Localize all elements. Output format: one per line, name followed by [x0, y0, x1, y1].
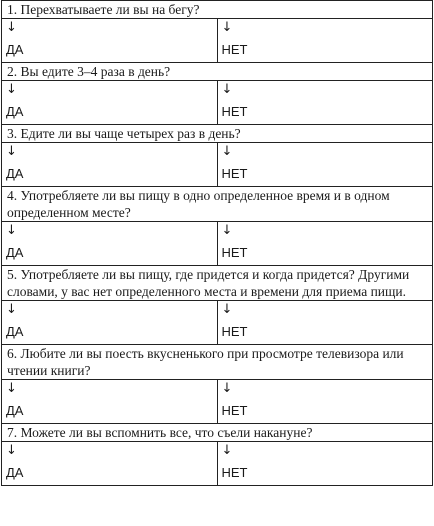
arrow-down-icon: ↓ — [6, 381, 17, 396]
arrow-down-icon: ↓ — [221, 223, 233, 238]
answer-no-cell[interactable] — [217, 143, 433, 187]
answer-yes-label: ДА — [6, 42, 24, 57]
answer-yes-label: ДА — [6, 166, 24, 181]
arrow-down-icon: ↓ — [221, 144, 233, 159]
question-text: 4. Употребляете ли вы пищу в одно определенное время и в одном определенном месте? — [2, 187, 433, 222]
questionnaire-table — [1, 0, 433, 486]
question-row — [2, 345, 433, 380]
answer-yes-label: ДА — [6, 324, 24, 339]
arrow-down-icon: ↓ — [221, 82, 233, 97]
question-text: 6. Любите ли вы поесть вкусненького при просмотре телевизора или чтении книги? — [2, 345, 433, 380]
answer-yes-label: ДА — [6, 104, 24, 119]
arrow-down-icon: ↓ — [6, 144, 17, 159]
arrow-down-icon: ↓ — [221, 381, 233, 396]
answer-row — [2, 301, 433, 345]
answer-no-cell[interactable] — [217, 81, 433, 125]
question-text: 5. Употребляете ли вы пищу, где придется и когда придется? Другими словами, у вас нет определенного места и времени для приема пищи. — [2, 266, 433, 301]
answer-yes-cell[interactable] — [2, 380, 218, 424]
answer-no-cell[interactable] — [217, 301, 433, 345]
answer-yes-cell[interactable] — [2, 81, 218, 125]
answer-yes-label: ДА — [6, 465, 24, 480]
answer-no-label: НЕТ — [221, 403, 248, 418]
answer-no-label: НЕТ — [221, 104, 248, 119]
answer-yes-cell[interactable] — [2, 143, 218, 187]
answer-no-label: НЕТ — [221, 324, 248, 339]
question-text: 7. Можете ли вы вспомнить все, что съели накануне? — [2, 424, 433, 442]
answer-no-cell[interactable] — [217, 380, 433, 424]
answer-row — [2, 19, 433, 63]
question-row — [2, 424, 433, 442]
answer-row — [2, 380, 433, 424]
answer-yes-cell[interactable] — [2, 301, 218, 345]
arrow-down-icon: ↓ — [6, 223, 17, 238]
question-text: 2. Вы едите 3–4 раза в день? — [2, 63, 433, 81]
arrow-down-icon: ↓ — [6, 82, 17, 97]
questionnaire-body — [2, 1, 433, 486]
question-text: 1. Перехватываете ли вы на бегу? — [2, 1, 433, 19]
answer-no-label: НЕТ — [221, 166, 248, 181]
answer-no-cell[interactable] — [217, 442, 433, 486]
question-row — [2, 63, 433, 81]
answer-no-cell[interactable] — [217, 19, 433, 63]
question-row — [2, 1, 433, 19]
arrow-down-icon: ↓ — [221, 443, 233, 458]
answer-row — [2, 222, 433, 266]
answer-no-label: НЕТ — [221, 245, 248, 260]
answer-yes-cell[interactable] — [2, 442, 218, 486]
arrow-down-icon: ↓ — [221, 20, 233, 35]
answer-no-label: НЕТ — [221, 42, 248, 57]
answer-yes-cell[interactable] — [2, 222, 218, 266]
answer-row — [2, 143, 433, 187]
arrow-down-icon: ↓ — [6, 302, 17, 317]
arrow-down-icon: ↓ — [6, 443, 17, 458]
question-text: 3. Едите ли вы чаще четырех раз в день? — [2, 125, 433, 143]
answer-no-label: НЕТ — [221, 465, 248, 480]
question-row — [2, 187, 433, 222]
arrow-down-icon: ↓ — [221, 302, 233, 317]
answer-yes-label: ДА — [6, 403, 24, 418]
answer-row — [2, 442, 433, 486]
question-row — [2, 125, 433, 143]
answer-yes-cell[interactable] — [2, 19, 218, 63]
answer-no-cell[interactable] — [217, 222, 433, 266]
question-row — [2, 266, 433, 301]
arrow-down-icon: ↓ — [6, 20, 17, 35]
answer-row — [2, 81, 433, 125]
answer-yes-label: ДА — [6, 245, 24, 260]
